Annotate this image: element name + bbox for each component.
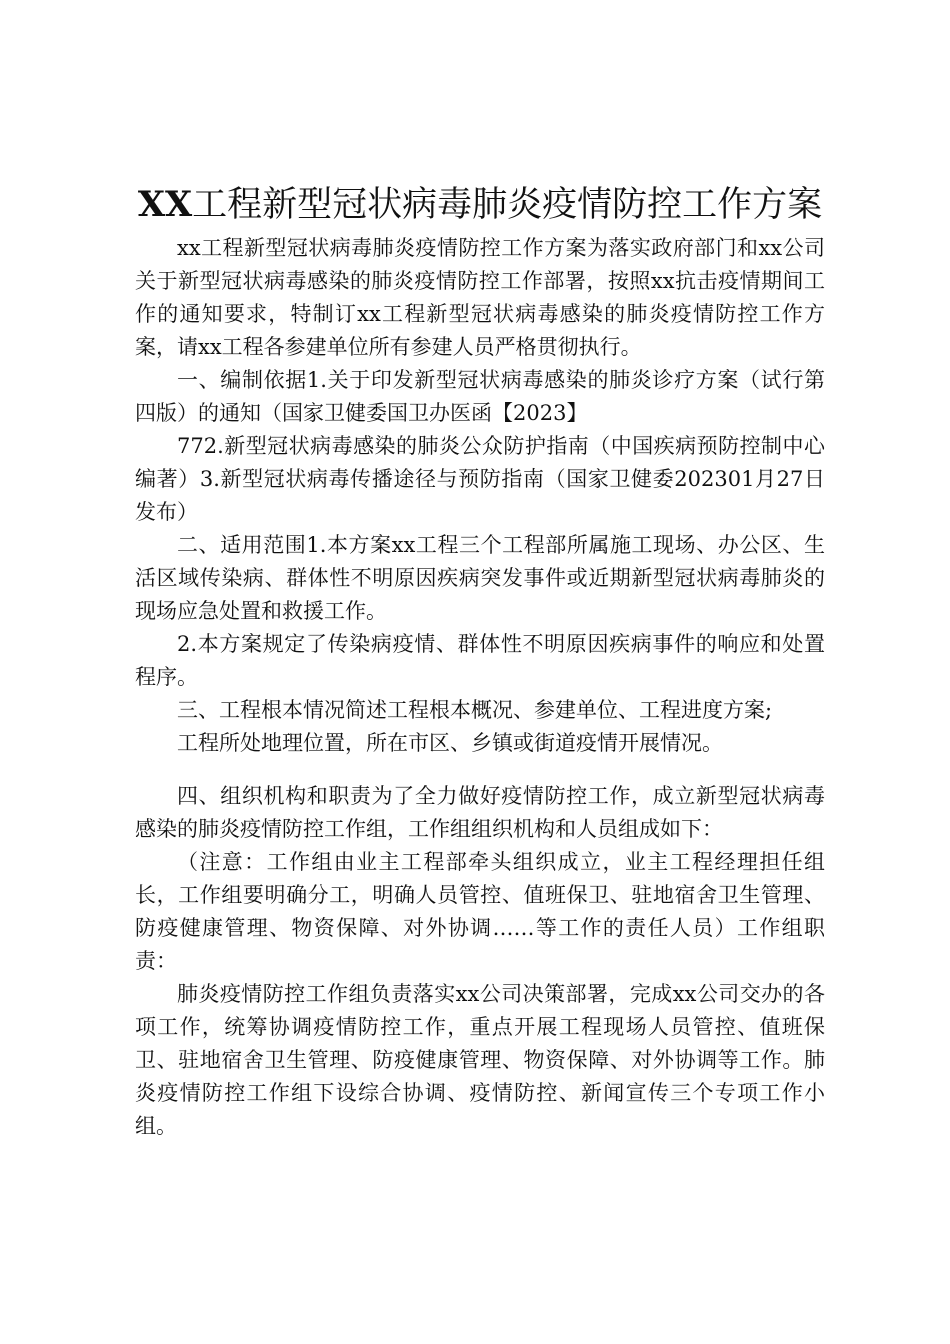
- paragraph-scope: 二、适用范围1.本方案xx工程三个工程部所属施工现场、办公区、生活区域传染病、群体性不明原因疾病突发事件或近期新型冠状病毒肺炎的现场应急处置和救援工作。: [135, 533, 825, 623]
- document-body: [135, 232, 825, 1143]
- paragraph-location: 工程所处地理位置，所在市区、乡镇或街道疫情开展情况。: [177, 731, 723, 755]
- paragraph-intro: xx工程新型冠状病毒肺炎疫情防控工作方案为落实政府部门和xx公司关于新型冠状病毒感染的肺炎疫情防控工作部署，按照xx抗击疫情期间工作的通知要求，特制订xx工程新型冠状病毒感染的肺炎疫情防控工作方案，请xx工程各参建单位所有参建人员严格贯彻执行。: [135, 236, 825, 359]
- paragraph-project-overview: 三、工程根本情况简述工程根本概况、参建单位、工程进度方案;: [177, 698, 773, 722]
- title-text: 工程新型冠状病毒肺炎疫情防控工作方案: [192, 185, 823, 225]
- paragraph-scope-2: 2.本方案规定了传染病疫情、群体性不明原因疾病事件的响应和处置程序。: [135, 632, 825, 689]
- paragraph-basis-continued: 772.新型冠状病毒感染的肺炎公众防护指南（中国疾病预防控制中心编著）3.新型冠状病毒传播途径与预防指南（国家卫健委202301月27日发布）: [135, 434, 825, 524]
- paragraph-gap: [135, 760, 825, 780]
- title-prefix: XX: [137, 184, 193, 225]
- paragraph-organization: 四、组织机构和职责为了全力做好疫情防控工作，成立新型冠状病毒感染的肺炎疫情防控工作组，工作组组织机构和人员组成如下：: [135, 784, 825, 841]
- paragraph-duties: 肺炎疫情防控工作组负责落实xx公司决策部署，完成xx公司交办的各项工作，统筹协调疫情防控工作，重点开展工程现场人员管控、值班保卫、驻地宿舍卫生管理、防疫健康管理、物资保障、对外协调等工作。肺炎疫情防控工作组下设综合协调、疫情防控、新闻宣传三个专项工作小组。: [135, 982, 825, 1138]
- paragraph-basis: 一、编制依据1.关于印发新型冠状病毒感染的肺炎诊疗方案（试行第四版）的通知（国家卫健委国卫办医函【2023】: [135, 368, 825, 425]
- document-title: [100, 180, 860, 230]
- paragraph-note: （注意：工作组由业主工程部牵头组织成立，业主工程经理担任组长，工作组要明确分工，明确人员管控、值班保卫、驻地宿舍卫生管理、防疫健康管理、物资保障、对外协调……等工作的责任人员）工作组职责：: [135, 850, 825, 973]
